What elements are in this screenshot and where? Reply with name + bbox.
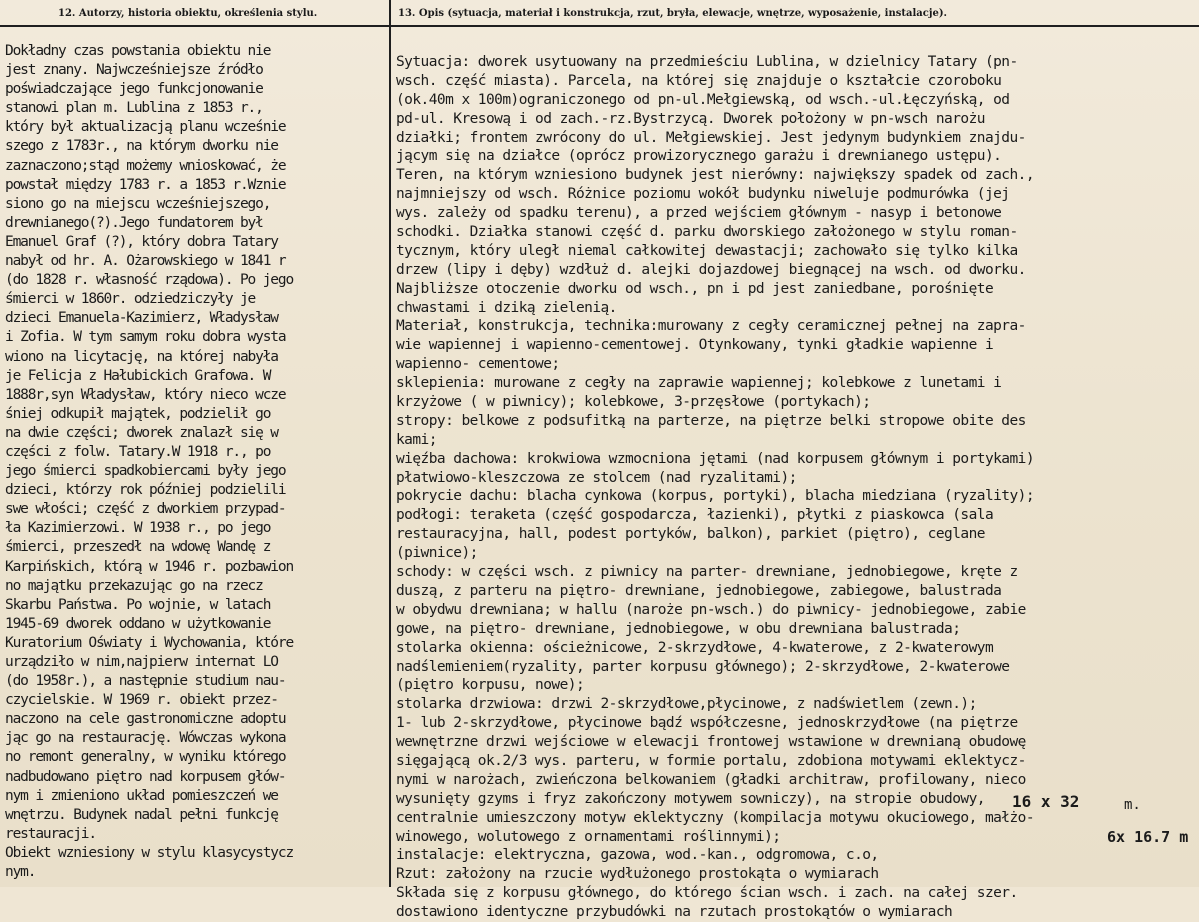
description-text-line: pd-ul. Kresową i od zach.-rz.Bystrzycą. Dworek położony w pn-wsch narożu bbox=[396, 110, 985, 127]
description-text-line: (piwnice); bbox=[396, 545, 478, 562]
history-text-line: jest znany. Najwcześniejsze źródło bbox=[5, 62, 263, 79]
description-text-line: restauracyjna, hall, podest portyków, balkon), parkiet (piętro), ceglane bbox=[396, 526, 985, 543]
history-text-line: Skarbu Państwa. Po wojnie, w latach bbox=[5, 596, 271, 613]
section-12-header: 12. Autorzy, historia obiektu, określenia stylu. bbox=[58, 8, 318, 19]
description-text-line: nymi w narożach, zwieńczona belkowaniem (gładki architraw, profilowany, nieco bbox=[396, 771, 1026, 788]
history-text-line: (do 1958r.), a następnie studium nau- bbox=[5, 673, 286, 690]
description-text-line: Teren, na którym wzniesiono budynek jest nierówny: największy spadek od zach., bbox=[396, 167, 1035, 184]
history-text-line: dzieci Emanuela-Kazimierz, Władysław bbox=[5, 310, 278, 327]
history-text-line: no majątku przekazując go na rzecz bbox=[5, 577, 263, 594]
history-text-line: nadbudowano piętro nad korpusem głów- bbox=[5, 768, 286, 785]
history-text-line: nym i zmieniono układ pomieszczeń we bbox=[5, 787, 278, 804]
description-text-line: sklepienia: murowane z cegły na zaprawie wapiennej; kolebkowe z lunetami i bbox=[396, 375, 1002, 392]
description-text-line: wapienno- cementowe; bbox=[396, 356, 560, 373]
history-text-line: (do 1828 r. własność rządowa). Po jego bbox=[5, 272, 294, 289]
description-text-line: wys. zależy od spadku terenu), a przed wejściem głównym - nasyp i betonowe bbox=[396, 205, 1002, 222]
description-text-line: schody: w części wsch. z piwnicy na parter- drewniane, jednobiegowe, kręte z bbox=[396, 564, 1018, 581]
description-text-line: kami; bbox=[396, 431, 437, 448]
description-text-line: winowego, wolutowego z ornamentami roślinnymi); bbox=[396, 828, 781, 845]
column-divider bbox=[389, 0, 391, 887]
description-text-line: wysunięty gzyms i fryz zakończony motywem sowniczy), na stropie obudowy, bbox=[396, 790, 985, 807]
history-text-line: Emanuel Graf (?), który dobra Tatary bbox=[5, 233, 278, 250]
description-text-line: krzyżowe ( w piwnicy); kolebkowe, 3-przęsłowe (portykach); bbox=[396, 394, 871, 411]
history-text-line: restauracji. bbox=[5, 825, 96, 842]
history-text-line: dzieci, którzy rok później podzielili bbox=[5, 482, 286, 499]
description-text-line: tycznym, który uległ niemal całkowitej dewastacji; zachowało się tylko kilka bbox=[396, 242, 1018, 259]
description-text-line: działki; frontem zwrócony do ul. Mełgiewskiej. Jest jedynym budynkiem znajdu- bbox=[396, 129, 1026, 146]
description-text-line: pokrycie dachu: blacha cynkowa (korpus, portyki), blacha miedziana (ryzality); bbox=[396, 488, 1035, 505]
description-text-line: Składa się z korpusu głównego, do którego ścian wsch. i zach. na całej szer. bbox=[396, 885, 1018, 902]
history-text-line: swe włości; część z dworkiem przypad- bbox=[5, 501, 286, 518]
history-text-line: Obiekt wzniesiony w stylu klasycystycz bbox=[5, 844, 294, 861]
description-text-line: Sytuacja: dworek usytuowany na przedmieściu Lublina, w dzielnicy Tatary (pn- bbox=[396, 54, 1018, 70]
description-text-line: stropy: belkowe z podsufitką na parterze, na piętrze belki stropowe obite des bbox=[396, 412, 1026, 429]
description-text-line: schodki. Działka stanowi część d. parku dworskiego założonego w stylu roman- bbox=[396, 224, 1018, 241]
history-text-line: wiono na licytację, na której nabyła bbox=[5, 348, 278, 365]
description-text-line: jącym się na działce (oprócz prowizorycznego garażu i drewnianego ustępu). bbox=[396, 148, 1002, 165]
description-text-line: drzew (lipy i dęby) wzdłuż d. alejki dojazdowej biegnącej na wsch. od dworku. bbox=[396, 261, 1026, 278]
description-text-line: (piętro korpusu, nowe); bbox=[396, 677, 585, 694]
history-text-line: śmierci w 1860r. odziedziczyły je bbox=[5, 291, 256, 308]
history-text-column bbox=[5, 42, 387, 882]
description-text-line: duszą, z parteru na piętro- drewniane, jednobiegowe, zabiegowe, balustrada bbox=[396, 582, 1002, 599]
history-text-line: szego z 1783r., na którym dworku nie bbox=[5, 138, 278, 155]
description-text-line: dostawiono identyczne przybudówki na rzutach prostokątów o wymiarach bbox=[396, 904, 953, 921]
description-text-line: podłogi: teraketa (część gospodarcza, łazienki), płytki z piaskowca (sala bbox=[396, 507, 994, 524]
history-text-line: jąc go na restaurację. Wówczas wykona bbox=[5, 730, 286, 747]
description-text-line: sięgającą ok.2/3 wys. parteru, w formie portalu, zdobiona motywami eklektycz- bbox=[396, 752, 1026, 769]
history-text-line: poświadczające jego funkcjonowanie bbox=[5, 81, 263, 98]
history-text-line: wnętrzu. Budynek nadal pełni funkcję bbox=[5, 806, 278, 823]
description-text-line: 1- lub 2-skrzydłowe, płycinowe bądź współczesne, jednoskrzydłowe (na piętrze bbox=[396, 715, 1018, 732]
description-text-line: najmniejszy od wsch. Różnice poziomu wokół budynku niweluje podmurówka (jej bbox=[396, 186, 1010, 203]
plan-dimensions-main: 16 x 32 bbox=[1012, 792, 1080, 811]
history-text-line: naczono na cele gastronomiczne adoptu bbox=[5, 711, 286, 728]
description-text-line: więźba dachowa: krokwiowa wzmocniona jętami (nad korpusem głównym i portykami) bbox=[396, 450, 1035, 467]
history-text-line: i Zofia. W tym samym roku dobra wysta bbox=[5, 329, 286, 346]
history-text-line: jego śmierci spadkobiercami były jego bbox=[5, 463, 286, 480]
history-text-line: Kuratorium Oświaty i Wychowania, które bbox=[5, 634, 294, 651]
description-text-line: gowe, na piętro- drewniane, jednobiegowe, w obu drewniana balustrada; bbox=[396, 620, 961, 637]
description-text-line: chwastami i dziką zielenią. bbox=[396, 299, 617, 316]
history-text-line: nym. bbox=[5, 864, 36, 881]
history-text-line: drewnianego(?).Jego fundatorem był bbox=[5, 214, 263, 231]
description-text-line: nadślemieniem(ryzality, parter korpusu głównego); 2-skrzydłowe, 2-kwaterowe bbox=[396, 658, 1010, 675]
plan-dimensions-annex: 6x 16.7 m bbox=[1107, 828, 1189, 846]
history-text-line: śmierci, przeszedł na wdowę Wandę z bbox=[5, 539, 271, 556]
history-text-line: powstał między 1783 r. a 1853 r.Wznie bbox=[5, 176, 286, 193]
description-text-line: wsch. część miasta). Parcela, na której się znajduje o kształcie czoroboku bbox=[396, 72, 1002, 89]
description-text-line: Materiał, konstrukcja, technika:murowany z cegły ceramicznej pełnej na zapra- bbox=[396, 318, 1026, 335]
history-text-line: siono go na miejscu wcześniejszego, bbox=[5, 195, 271, 212]
history-text-line: 1945-69 dworek oddano w użytkowanie bbox=[5, 615, 271, 632]
description-text-line: stolarka drzwiowa: drzwi 2-skrzydłowe,płycinowe, z nadświetlem (zewn.); bbox=[396, 696, 977, 713]
history-text-line: który był aktualizacją planu wcześnie bbox=[5, 119, 286, 136]
description-text-line: centralnie umieszczony motyw eklektyczny (kompilacja motywu okuciowego, małżo- bbox=[396, 809, 1035, 826]
history-text-line: na dwie części; dworek znalazł się w bbox=[5, 424, 278, 441]
header-rule bbox=[0, 25, 1199, 27]
history-text-line: śniej odkupił majątek, podzielił go bbox=[5, 405, 271, 422]
description-text-line: Najbliższe otoczenie dworku od wsch., pn i pd jest zaniedbane, porośnięte bbox=[396, 280, 994, 297]
description-text-line: wie wapiennej i wapienno-cementowej. Otynkowany, tynki gładkie wapienne i bbox=[396, 337, 994, 354]
history-text-line: no remont generalny, w wyniku którego bbox=[5, 749, 286, 766]
section-13-header: 13. Opis (sytuacja, materiał i konstrukcja, rzut, bryła, elewacje, wnętrze, wyposażenie, instalacje). bbox=[398, 8, 948, 19]
history-text-line: zaznaczono;stąd możemy wnioskować, że bbox=[5, 157, 286, 174]
history-text-line: ła Kazimierzowi. W 1938 r., po jego bbox=[5, 520, 271, 537]
history-text-line: części z folw. Tatary.W 1918 r., po bbox=[5, 443, 271, 460]
history-text-line: Karpińskich, którą w 1946 r. pozbawion bbox=[5, 558, 294, 575]
history-text-line: Dokładny czas powstania obiektu nie bbox=[5, 43, 271, 59]
history-text-line: stanowi plan m. Lublina z 1853 r., bbox=[5, 100, 263, 117]
description-text-line: Rzut: założony na rzucie wydłużonego prostokąta o wymiarach bbox=[396, 866, 879, 883]
history-text-line: urządziło w nim,najpierw internat LO bbox=[5, 654, 278, 670]
description-text-line: stolarka okienna: ościeżnicowe, 2-skrzydłowe, 4-kwaterowe, z 2-kwaterowym bbox=[396, 639, 994, 656]
description-text-line: płatwiowo-kleszczowa ze stolcem (nad ryzalitami); bbox=[396, 469, 797, 486]
history-text-line: 1888r,syn Władysław, który nieco wcze bbox=[5, 386, 286, 403]
description-text-line: wewnętrzne drzwi wejściowe w elewacji frontowej wstawione w drewnianą obudowę bbox=[396, 734, 1026, 751]
history-text-line: nabył od hr. A. Ożarowskiego w 1841 r bbox=[5, 253, 286, 270]
description-text-line: (ok.40m x 100m)ograniczonego od pn-ul.Mełgiewską, od wsch.-ul.Łęczyńską, od bbox=[396, 91, 1010, 108]
description-text-line: instalacje: elektryczna, gazowa, wod.-kan., odgromowa, c.o, bbox=[396, 847, 879, 864]
history-text-line: czycielskie. W 1969 r. obiekt przez- bbox=[5, 692, 278, 709]
history-text-line: je Felicja z Hałubickich Grafowa. W bbox=[5, 367, 271, 384]
description-text-line: w obydwu drewniana; w hallu (naroże pn-wsch.) do piwnicy- jednobiegowe, zabie bbox=[396, 601, 1026, 618]
plan-dimensions-unit: m. bbox=[1124, 797, 1141, 813]
